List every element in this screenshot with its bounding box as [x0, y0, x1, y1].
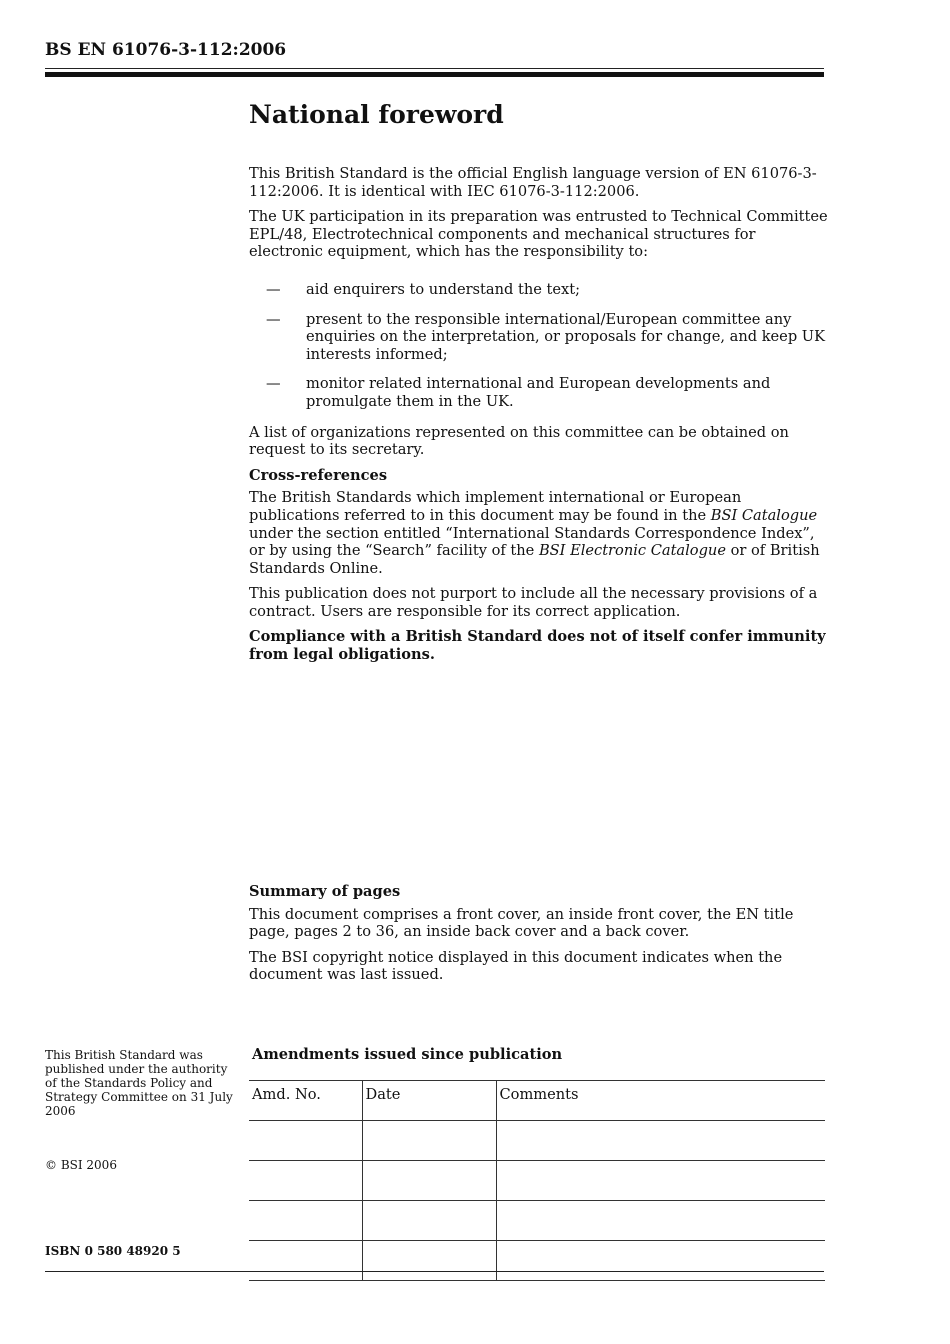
provisions-paragraph: This publication does not purport to include all the necessary provisions of a contract. Users are responsible for its correct application. [249, 585, 818, 620]
table-cell [496, 1121, 825, 1161]
summary-heading: Summary of pages [249, 883, 401, 900]
intro-paragraph-2: The UK participation in its preparation was entrusted to Technical Committee EPL/48, Electrotechnical components and mechanical structures for electronic equipment, which has the responsibility to: [249, 208, 828, 261]
table-cell [249, 1201, 362, 1241]
column-header-comments: Comments [496, 1081, 825, 1121]
summary-section [249, 883, 829, 992]
responsibility-list [249, 281, 829, 411]
table-cell [249, 1241, 362, 1281]
list-item-text: aid enquirers to understand the text; [306, 280, 581, 298]
table-cell [362, 1121, 496, 1161]
dash-marker: — [266, 375, 281, 393]
table-cell [249, 1161, 362, 1201]
list-item-text: monitor related international and European developments and promulgate them in the UK. [306, 375, 771, 410]
table-row [249, 1241, 825, 1281]
table-header-row [249, 1081, 825, 1121]
table-row [249, 1161, 825, 1201]
list-item [249, 375, 829, 410]
table-cell [249, 1121, 362, 1161]
column-header-amd-no: Amd. No. [249, 1081, 362, 1121]
list-item-text: present to the responsible international/European committee any enquiries on the interpretation, or proposals for change, and keep UK interests informed; [306, 310, 826, 363]
document-id: BS EN 61076-3-112:2006 [45, 40, 287, 60]
isbn: ISBN 0 580 48920 5 [45, 1244, 181, 1258]
page-title: National foreword [249, 100, 504, 129]
cross-references-paragraph [249, 489, 829, 577]
table-cell [496, 1201, 825, 1241]
dash-marker: — [266, 310, 281, 328]
amendments-title: Amendments issued since publication [252, 1046, 563, 1063]
list-item [249, 281, 829, 299]
compliance-statement: Compliance with a British Standard does not of itself confer immunity from legal obligations. [249, 628, 826, 664]
header-rule-thin [45, 68, 824, 69]
bsi-electronic-catalogue-title: BSI Electronic Catalogue [538, 542, 726, 560]
foreword-body [249, 165, 829, 672]
list-item [249, 311, 829, 364]
text-run: The British Standards which implement international or European publications referred to in this document may be found in the [249, 489, 742, 524]
table-row [249, 1201, 825, 1241]
copyright-notice: © BSI 2006 [45, 1158, 117, 1172]
table-cell [496, 1241, 825, 1281]
amendments-table [249, 1080, 825, 1281]
committee-list-paragraph: A list of organizations represented on this committee can be obtained on request to its secretary. [249, 423, 789, 459]
cross-references-heading: Cross-references [249, 466, 388, 484]
summary-paragraph-1: This document comprises a front cover, an inside front cover, the EN title page, pages 2 to 36, an inside back cover and a back cover. [249, 905, 794, 941]
table-cell [362, 1241, 496, 1281]
table-cell [362, 1161, 496, 1201]
bsi-catalogue-title: BSI Catalogue [710, 506, 818, 524]
intro-paragraph-1: This British Standard is the official English language version of EN 61076-3-112:2006. It is identical with IEC 61076-3-112:2006. [249, 165, 817, 200]
footer-rule [45, 1271, 824, 1272]
authority-note: This British Standard was published under the authority of the Standards Policy and Strategy Committee on 31 July 2006 [45, 1048, 233, 1118]
table-cell [496, 1161, 825, 1201]
table-row [249, 1121, 825, 1161]
header-rule-thick [45, 72, 824, 77]
text-run: or of British Standards Online. [249, 542, 820, 577]
column-header-date: Date [362, 1081, 496, 1121]
text-run: under the section entitled “International Standards Correspondence Index”, or by using the “Search” facility of the [249, 524, 815, 560]
table-cell [362, 1201, 496, 1241]
summary-paragraph-2: The BSI copyright notice displayed in this document indicates when the document was last issued. [249, 948, 783, 984]
dash-marker: — [266, 280, 281, 298]
